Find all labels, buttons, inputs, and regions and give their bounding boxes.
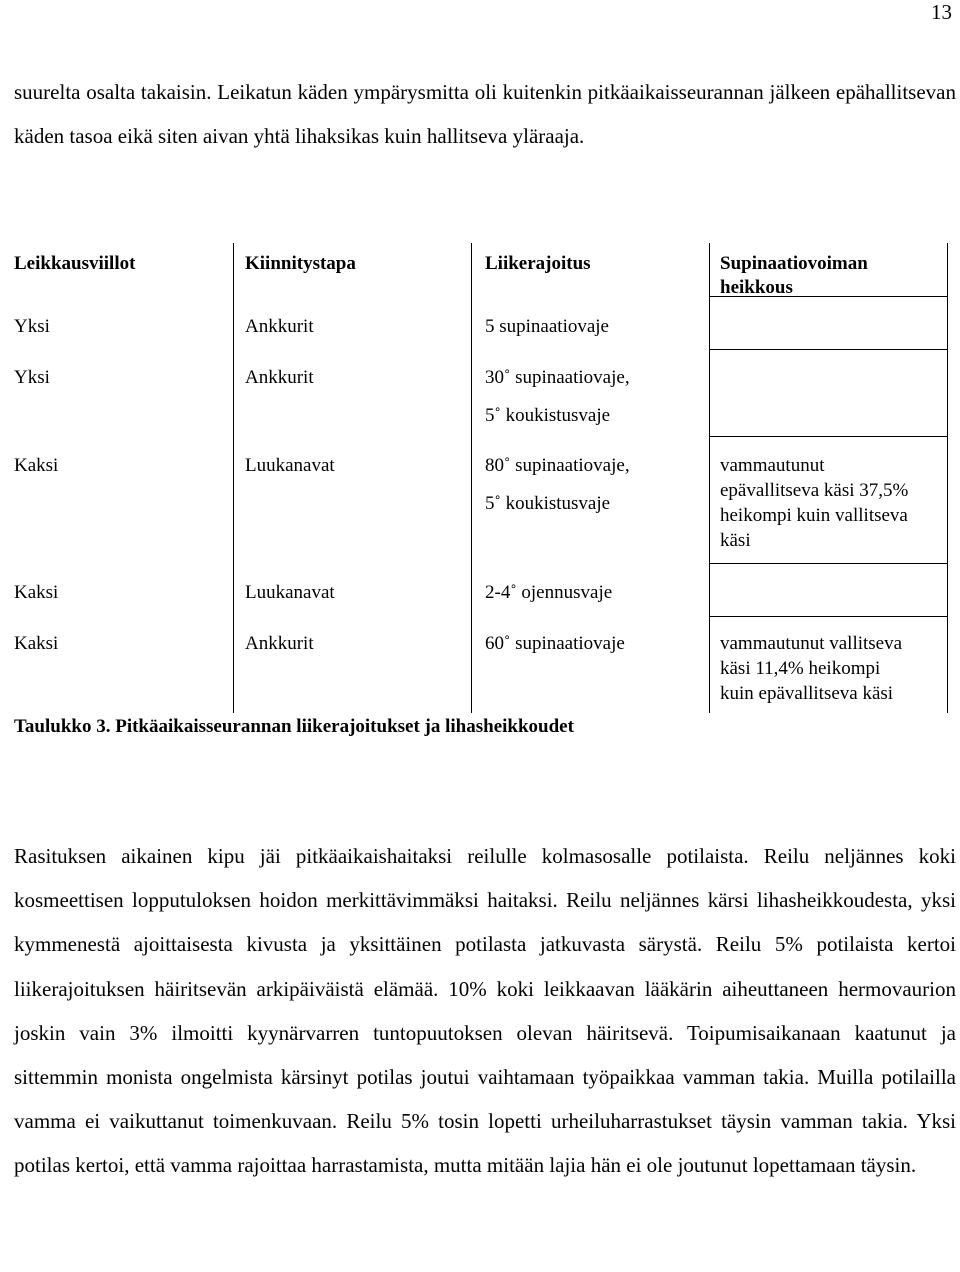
header-leikkausviillot: Leikkausviillot xyxy=(14,253,136,274)
table-row-2-liikerajoitus-line1: 30˚ supinaatiovaje, xyxy=(485,367,630,388)
table-row-2-liikerajoitus-line2: 5˚ koukistusvaje xyxy=(485,405,611,426)
table-row-1-kiinnitystapa: Ankkurit xyxy=(245,316,314,337)
table-row-4-leikkausviillot: Kaksi xyxy=(14,582,59,603)
table-row-3-heikkous-line2: epävallitseva käsi 37,5% xyxy=(720,480,909,501)
table-row-3-liikerajoitus-line1: 80˚ supinaatiovaje, xyxy=(485,455,630,476)
results-table xyxy=(0,243,952,713)
table-row-3-leikkausviillot: Kaksi xyxy=(14,455,59,476)
table-row-5-liikerajoitus: 60˚ supinaatiovaje xyxy=(485,633,625,654)
table-divider-3 xyxy=(709,243,710,713)
table-row-5-kiinnitystapa: Ankkurit xyxy=(245,633,314,654)
table-row-5-leikkausviillot: Kaksi xyxy=(14,633,59,654)
table-row-5-heikkous-line1: vammautunut vallitseva xyxy=(720,633,903,654)
table-row-rule-2 xyxy=(709,349,948,350)
table-caption: Taulukko 3. Pitkäaikaisseurannan liikerajoitukset ja lihasheikkoudet xyxy=(14,716,574,737)
header-liikerajoitus: Liikerajoitus xyxy=(485,253,591,274)
table-row-2-leikkausviillot: Yksi xyxy=(14,367,50,388)
table-row-3-heikkous-line3: heikompi kuin vallitseva xyxy=(720,505,908,526)
table-row-5-heikkous-line2: käsi 11,4% heikompi xyxy=(720,658,881,679)
table-row-4-kiinnitystapa: Luukanavat xyxy=(245,582,335,603)
table-divider-2 xyxy=(471,243,472,713)
table-row-3-heikkous-line4: käsi xyxy=(720,530,751,551)
table-row-3-liikerajoitus-line2: 5˚ koukistusvaje xyxy=(485,493,611,514)
table-row-rule-4 xyxy=(709,563,948,564)
table-divider-1 xyxy=(233,243,234,713)
paragraph-bottom: Rasituksen aikainen kipu jäi pitkäaikaishaitaksi reilulle kolmasosalle potilaista. Reilu neljännes koki kosmeettisen lopputuloksen hoidon merkittävimmäksi haitaksi. Reilu neljännes kärsi lihasheikkoudesta, yksi kymmenestä ajoittaisesta kivusta ja yksittäinen potilasta jatkuvasta särystä. Reilu 5% potilaista kertoi liikerajoituksen häiritsevän arkipäiväistä elämää. 10% koki leikkaavan lääkärin aiheuttaneen hermovaurion joskin vain 3% ilmoitti kyynärvarren tuntopuutoksen olevan häiritsevä. Toipumisaikanaan kaatunut ja sittemmin monista ongelmista kärsinyt potilas joutui vaihtamaan työpaikkaa vamman takia. Muilla potilailla vamma ei vaikuttanut toimenkuvaan. Reilu 5% tosin lopetti urheiluharrastukset täysin vamman takia. Yksi potilas kertoi, että vamma rajoittaa harrastamista, mutta mitään lajia hän ei ole joutunut lopettamaan täysin. xyxy=(14,844,956,1178)
table-row-3-kiinnitystapa: Luukanavat xyxy=(245,455,335,476)
table-divider-4 xyxy=(947,243,948,713)
table-row-1-liikerajoitus: 5 supinaatiovaje xyxy=(485,316,609,337)
header-supinaatiovoiman-line1: Supinaatiovoiman xyxy=(720,253,868,274)
table-row-rule-5 xyxy=(709,616,948,617)
table-row-2-kiinnitystapa: Ankkurit xyxy=(245,367,314,388)
table-row-4-liikerajoitus: 2-4˚ ojennusvaje xyxy=(485,582,613,603)
header-kiinnitystapa: Kiinnitystapa xyxy=(245,253,356,274)
table-row-3-heikkous-line1: vammautunut xyxy=(720,455,825,476)
table-row-rule-3 xyxy=(709,436,948,437)
paragraph-top: suurelta osalta takaisin. Leikatun käden ympärysmitta oli kuitenkin pitkäaikaisseurannan jälkeen epähallitsevan käden tasoa eikä siten aivan yhtä lihaksikas kuin hallitseva yläraaja. xyxy=(14,80,956,148)
page-number: 13 xyxy=(931,0,952,24)
table-row-1-leikkausviillot: Yksi xyxy=(14,316,50,337)
table-row-5-heikkous-line3: kuin epävallitseva käsi xyxy=(720,683,894,704)
header-supinaatiovoiman-line2: heikkous xyxy=(720,277,793,298)
